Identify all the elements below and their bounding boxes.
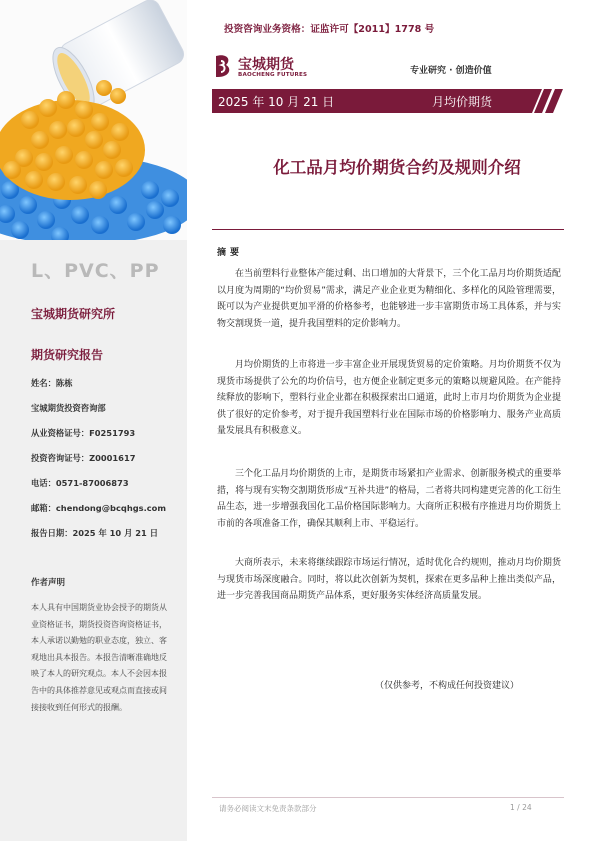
banner-stripes-decoration <box>530 89 570 113</box>
abstract-paragraph: 大商所表示，未来将继续跟踪市场运行情况，适时优化合约规则，推动月均价期货与现货市场深度融合。同时，将以此次创新为契机，探索在更多品种上推出类似产品，进一步完善我国商品期货产品体系，更好服务实体经济高质量发展。 <box>217 558 561 602</box>
product-subtitle: L、PVC、PP <box>31 260 160 282</box>
footer-disclaimer: 请务必阅读文末免责条款部分 <box>219 804 317 813</box>
company-logo <box>212 52 332 82</box>
phone: 电话：0571-87006873 <box>31 478 129 488</box>
plastic-pellets-illustration <box>0 0 187 240</box>
footer-divider <box>212 797 564 798</box>
banner-report-type: 月均价期货 <box>432 95 493 109</box>
sidebar <box>0 0 187 841</box>
qualification-line: 投资咨询业务资格：证监许可【2011】1778 号 <box>224 24 435 35</box>
banner-date: 2025 年 10 月 21 日 <box>218 95 335 109</box>
divider <box>212 229 564 230</box>
logo-text-en: BAOCHENG FUTURES <box>238 72 308 78</box>
abstract-paragraph: 月均价期货的上市将进一步丰富企业开展现货贸易的定价策略。月均价期货不仅为现货市场提供了公允的均价信号，也方便企业制定更多元的策略以规避风险。在产能持续释放的影响下，塑料行业企业都在积极探索出口通道，此时上市月均价期货为企业提供了很好的定价参考，对于提升我国塑料行业在国际市场的价格影响力、服务产业高质量发展具有积极意义。 <box>217 360 561 437</box>
disclaimer-note: （仅供参考，不构成任何投资建议） <box>375 681 520 691</box>
slogan: 专业研究 · 创造价值 <box>410 66 492 76</box>
declaration-title: 作者声明 <box>31 578 66 588</box>
report-title: 化工品月均价期货合约及规则介绍 <box>273 158 521 177</box>
declaration-text: 本人具有中国期货业协会授予的期货从业资格证书，期货投资咨询资格证书，本人承诺以勤勉的职业态度，独立、客观地出具本报告。本报告清晰准确地反映了本人的研究观点。本人不会因本报告中的具体推荐意见或观点而直接或间接接收到任何形式的报酬。 <box>31 603 167 712</box>
abstract-paragraph: 三个化工品月均价期货的上市，是期货市场紧扣产业需求、创新服务模式的重要举措，将与现有实物交割期货形成“互补共进”的格局，二者将共同构建更完善的化工衍生品生态，进一步增强我国化工品价格国际影响力。大商所正积极有序推进月均价期货上市前的各项准备工作，确保其顺利上市、平稳运行。 <box>217 469 561 529</box>
qualification-number: 从业资格证号：F0251793 <box>31 428 136 438</box>
consulting-number: 投资咨询证号：Z0001617 <box>31 453 136 463</box>
department: 宝城期货投资咨询部 <box>31 403 106 413</box>
institute-name: 宝城期货研究所 <box>31 307 116 321</box>
report-date: 报告日期：2025 年 10 月 21 日 <box>31 528 159 538</box>
abstract-label: 摘要 <box>217 248 244 258</box>
email[interactable]: 邮箱：chendong@bcqhgs.com <box>31 503 167 513</box>
date-banner <box>212 89 532 113</box>
cover-image <box>0 0 187 240</box>
report-kind: 期货研究报告 <box>31 348 104 362</box>
abstract-paragraph: 在当前塑料行业整体产能过剩、出口增加的大背景下，三个化工品月均价期货适配以月度为周期的“均价贸易”需求，满足产业企业更为精细化、多样化的风险管理需要，既可以为产业提供更加平滑的价格参考，也能够进一步丰富期货市场工具体系，并与实物交割现货一道，提升我国塑料的定价影响力。 <box>217 269 561 329</box>
analyst-name: 姓名：陈栋 <box>31 378 73 388</box>
page-number: 1 / 24 <box>510 803 532 812</box>
logo-mark-icon <box>212 53 234 79</box>
logo-text: 宝城期货 <box>238 57 294 73</box>
